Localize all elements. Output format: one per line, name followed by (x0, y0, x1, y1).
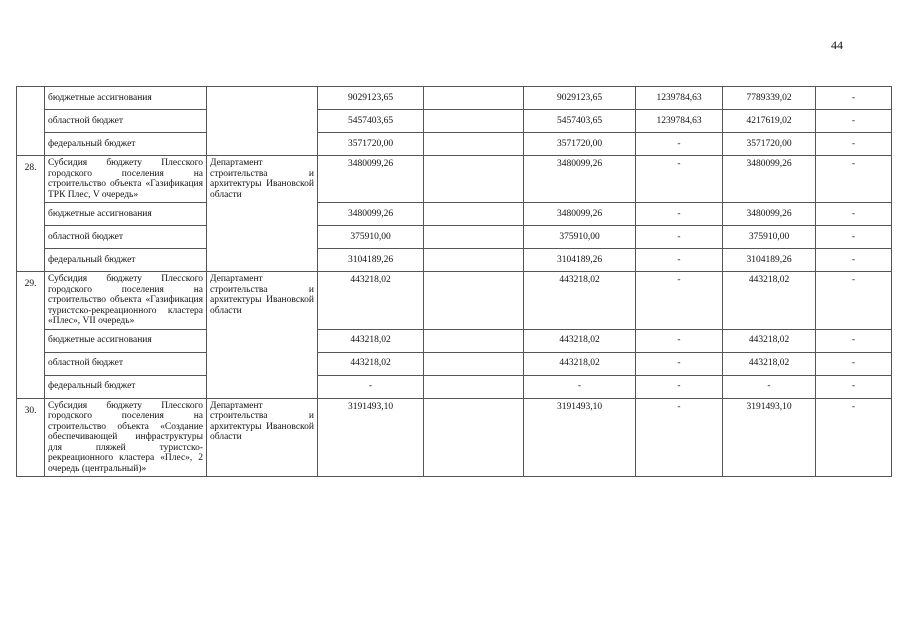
table-row (17, 352, 892, 375)
subsidy-name: Субсидия бюджету Плесского городского поселения на строительство объекта «Газификация туристско-рекреационного кластера «Плес», VII очередь» (45, 272, 207, 330)
value-cell (424, 375, 524, 398)
table-row (17, 133, 892, 156)
table-row (17, 226, 892, 249)
department-name: Департамент строительства и архитектуры Ивановской области (207, 398, 318, 477)
value-cell: 3191493,10 (318, 398, 424, 477)
value-cell (424, 249, 524, 272)
value-cell: 3480099,26 (318, 156, 424, 203)
value-cell: 3480099,26 (524, 156, 636, 203)
value-cell: 3191493,10 (524, 398, 636, 477)
value-cell (424, 156, 524, 203)
budget-line-label: федеральный бюджет (45, 133, 207, 156)
value-cell: 1239784,63 (636, 110, 723, 133)
value-cell: 375910,00 (524, 226, 636, 249)
value-cell: - (636, 156, 723, 203)
table-row (17, 398, 892, 477)
value-cell: - (636, 398, 723, 477)
value-cell: - (636, 272, 723, 330)
value-cell: 5457403,65 (318, 110, 424, 133)
value-cell: - (816, 375, 892, 398)
department-name: Департамент строительства и архитектуры Ивановской области (207, 156, 318, 272)
value-cell (424, 133, 524, 156)
budget-line-label: бюджетные ассигнования (45, 87, 207, 110)
value-cell: 3104189,26 (524, 249, 636, 272)
value-cell: - (318, 375, 424, 398)
value-cell: 443218,02 (524, 329, 636, 352)
value-cell: - (636, 375, 723, 398)
row-number: 28. (17, 156, 45, 272)
value-cell (424, 398, 524, 477)
table-row (17, 156, 892, 203)
department-name (207, 87, 318, 156)
budget-table (16, 86, 892, 477)
value-cell: 3480099,26 (723, 203, 816, 226)
value-cell: 1239784,63 (636, 87, 723, 110)
value-cell: 3571720,00 (723, 133, 816, 156)
table-row (17, 375, 892, 398)
value-cell: 5457403,65 (524, 110, 636, 133)
value-cell: 443218,02 (318, 272, 424, 330)
value-cell: 375910,00 (318, 226, 424, 249)
value-cell: - (816, 226, 892, 249)
value-cell: 443218,02 (524, 352, 636, 375)
value-cell: 375910,00 (723, 226, 816, 249)
table-row (17, 329, 892, 352)
budget-line-label: федеральный бюджет (45, 375, 207, 398)
value-cell: - (636, 203, 723, 226)
value-cell (424, 203, 524, 226)
value-cell (424, 110, 524, 133)
budget-line-label: областной бюджет (45, 226, 207, 249)
value-cell: 3480099,26 (318, 203, 424, 226)
budget-line-label: бюджетные ассигнования (45, 203, 207, 226)
value-cell: 443218,02 (524, 272, 636, 330)
value-cell: 3104189,26 (318, 249, 424, 272)
table-row (17, 249, 892, 272)
value-cell: 3571720,00 (318, 133, 424, 156)
value-cell: - (816, 156, 892, 203)
value-cell: - (816, 352, 892, 375)
table-row (17, 110, 892, 133)
budget-line-label: бюджетные ассигнования (45, 329, 207, 352)
value-cell: 9029123,65 (524, 87, 636, 110)
value-cell: - (524, 375, 636, 398)
department-name: Департамент строительства и архитектуры Ивановской области (207, 272, 318, 399)
value-cell: 7789339,02 (723, 87, 816, 110)
value-cell: - (816, 329, 892, 352)
budget-line-label: областной бюджет (45, 352, 207, 375)
budget-line-label: областной бюджет (45, 110, 207, 133)
value-cell: 4217619,02 (723, 110, 816, 133)
value-cell (424, 272, 524, 330)
value-cell: - (636, 133, 723, 156)
subsidy-name: Субсидия бюджету Плесского городского поселения на строительство объекта «Газификация ТРК Плес, V очередь» (45, 156, 207, 203)
value-cell: 443218,02 (723, 272, 816, 330)
value-cell: - (816, 249, 892, 272)
row-number (17, 87, 45, 156)
row-number: 29. (17, 272, 45, 399)
value-cell: 443218,02 (723, 352, 816, 375)
value-cell: - (816, 203, 892, 226)
value-cell: - (636, 249, 723, 272)
table-row (17, 87, 892, 110)
value-cell: 443218,02 (318, 352, 424, 375)
value-cell: - (816, 87, 892, 110)
value-cell: 443218,02 (318, 329, 424, 352)
value-cell: - (636, 226, 723, 249)
value-cell: 3480099,26 (524, 203, 636, 226)
value-cell (424, 329, 524, 352)
value-cell: - (636, 329, 723, 352)
value-cell: - (723, 375, 816, 398)
budget-line-label: федеральный бюджет (45, 249, 207, 272)
value-cell: 3191493,10 (723, 398, 816, 477)
subsidy-name: Субсидия бюджету Плесского городского поселения на строительство объекта «Создание обеспечивающей инфраструктуры для пляжей туристско-рекреационного кластера «Плес», 2 очередь (центральный)» (45, 398, 207, 477)
value-cell: 3104189,26 (723, 249, 816, 272)
value-cell: - (636, 352, 723, 375)
value-cell: 3480099,26 (723, 156, 816, 203)
value-cell: - (816, 133, 892, 156)
value-cell: 9029123,65 (318, 87, 424, 110)
value-cell (424, 352, 524, 375)
page-number: 44 (831, 38, 843, 52)
value-cell: - (816, 272, 892, 330)
table-row (17, 203, 892, 226)
table-row (17, 272, 892, 330)
value-cell (424, 87, 524, 110)
value-cell: 443218,02 (723, 329, 816, 352)
value-cell (424, 226, 524, 249)
row-number: 30. (17, 398, 45, 477)
value-cell: 3571720,00 (524, 133, 636, 156)
value-cell: - (816, 110, 892, 133)
value-cell: - (816, 398, 892, 477)
